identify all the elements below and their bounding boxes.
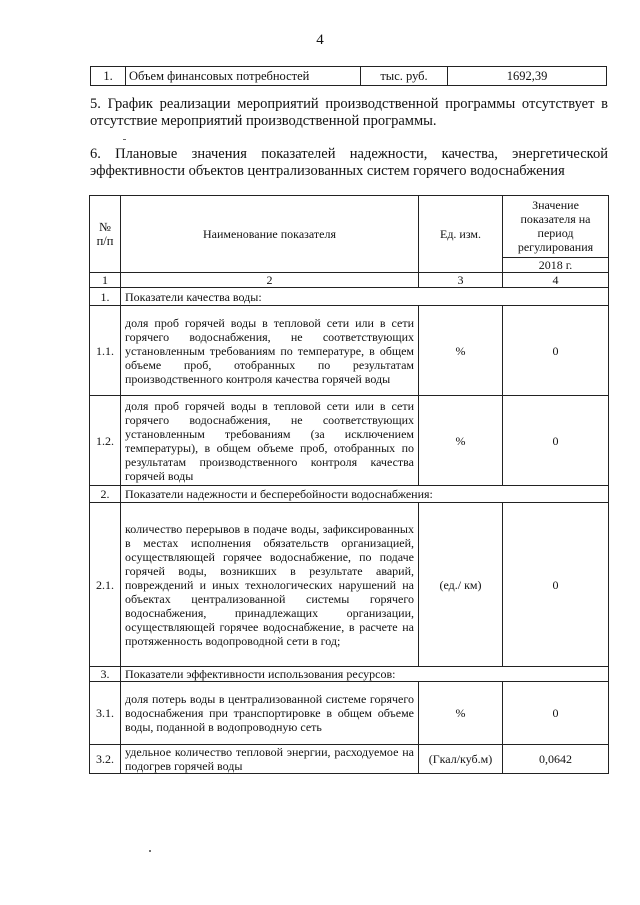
table-row [90,682,609,745]
section-6-line-1: 6. Плановые значения показателей надежности, качества, энергетической [90,146,608,162]
header-unit: Ед. изм. [419,196,503,273]
row-number: 2.1. [90,503,121,667]
scan-dot [149,850,151,852]
indicator-name: доля проб горячей воды в тепловой сети или в сети горячего водоснабжения, не соответствующих установленным требованиям по температуре, в общем объеме проб, отобранных по результатам производственного контроля качества горячей воды [121,306,419,396]
indicator-name: количество перерывов в подаче воды, зафиксированных в местах исполнения обязательств организацией, осуществляющей горячее водоснабжение, по подаче горячей воды, возникших в результате аварий, повреждений и иных технологических нарушений на объектах централизованной системы горячего водоснабжения, принадлежащих организации, осуществляющей горячее водоснабжение, в расчете на протяженность водопроводной сети в год; [121,503,419,667]
col-number: 2 [121,273,419,288]
row-number: 1. [90,288,121,306]
col-number: 1 [90,273,121,288]
column-numbers-row [90,273,609,288]
value-cell: 1692,39 [448,67,607,86]
unit-cell: (ед./ км) [419,503,503,667]
value-cell: 0 [503,306,609,396]
indicator-name: Объем финансовых потребностей [126,67,361,86]
table-row [90,745,609,774]
section-title: Показатели надежности и бесперебойности водоснабжения: [121,486,609,503]
table-row [90,306,609,396]
section-row [90,486,609,503]
header-value: Значение показателя на период регулирования [503,196,609,258]
table-row [90,396,609,486]
indicator-name: удельное количество тепловой энергии, расходуемое на подогрев горячей воды [121,745,419,774]
section-6-line-2: эффективности объектов централизованных систем горячего водоснабжения [90,163,565,179]
header-row [90,196,609,258]
table-row [90,503,609,667]
row-number: 3.1. [90,682,121,745]
table-row [91,67,607,86]
unit-cell: % [419,396,503,486]
indicator-name: доля потерь воды в централизованной системе горячего водоснабжения при транспортировке в общем объеме воды, поданной в водопроводную сеть [121,682,419,745]
col-number: 3 [419,273,503,288]
header-name: Наименование показателя [121,196,419,273]
row-number: 2. [90,486,121,503]
unit-cell: % [419,306,503,396]
value-cell: 0 [503,503,609,667]
section-title: Показатели качества воды: [121,288,609,306]
unit-cell: % [419,682,503,745]
financial-needs-table [90,66,607,86]
col-number: 4 [503,273,609,288]
section-title: Показатели эффективности использования ресурсов: [121,667,609,682]
indicator-name: доля проб горячей воды в тепловой сети или в сети горячего водоснабжения, не соответствующих установленным требованиям (за исключением температуры), в общем объеме проб, отобранных по результатам производственного контроля качества горячей воды [121,396,419,486]
row-number: 1.1. [90,306,121,396]
row-number: 3. [90,667,121,682]
value-cell: 0,0642 [503,745,609,774]
header-number-text: № п/п [96,220,114,248]
page-number: 4 [316,32,324,48]
value-cell: 0 [503,682,609,745]
unit-cell: (Гкал/куб.м) [419,745,503,774]
row-number: 1.2. [90,396,121,486]
header-year: 2018 г. [503,257,609,272]
header-number [90,196,121,273]
indicators-table [89,195,609,774]
section-row [90,288,609,306]
value-cell: 0 [503,396,609,486]
scan-mark [123,139,126,140]
unit-cell: тыс. руб. [361,67,448,86]
section-5-paragraph: 5. График реализации мероприятий производственной программы отсутствует в отсутствие мероприятий производственной программы. [90,96,608,129]
row-number: 1. [91,67,126,86]
section-6-heading [90,146,608,180]
section-row [90,667,609,682]
row-number: 3.2. [90,745,121,774]
